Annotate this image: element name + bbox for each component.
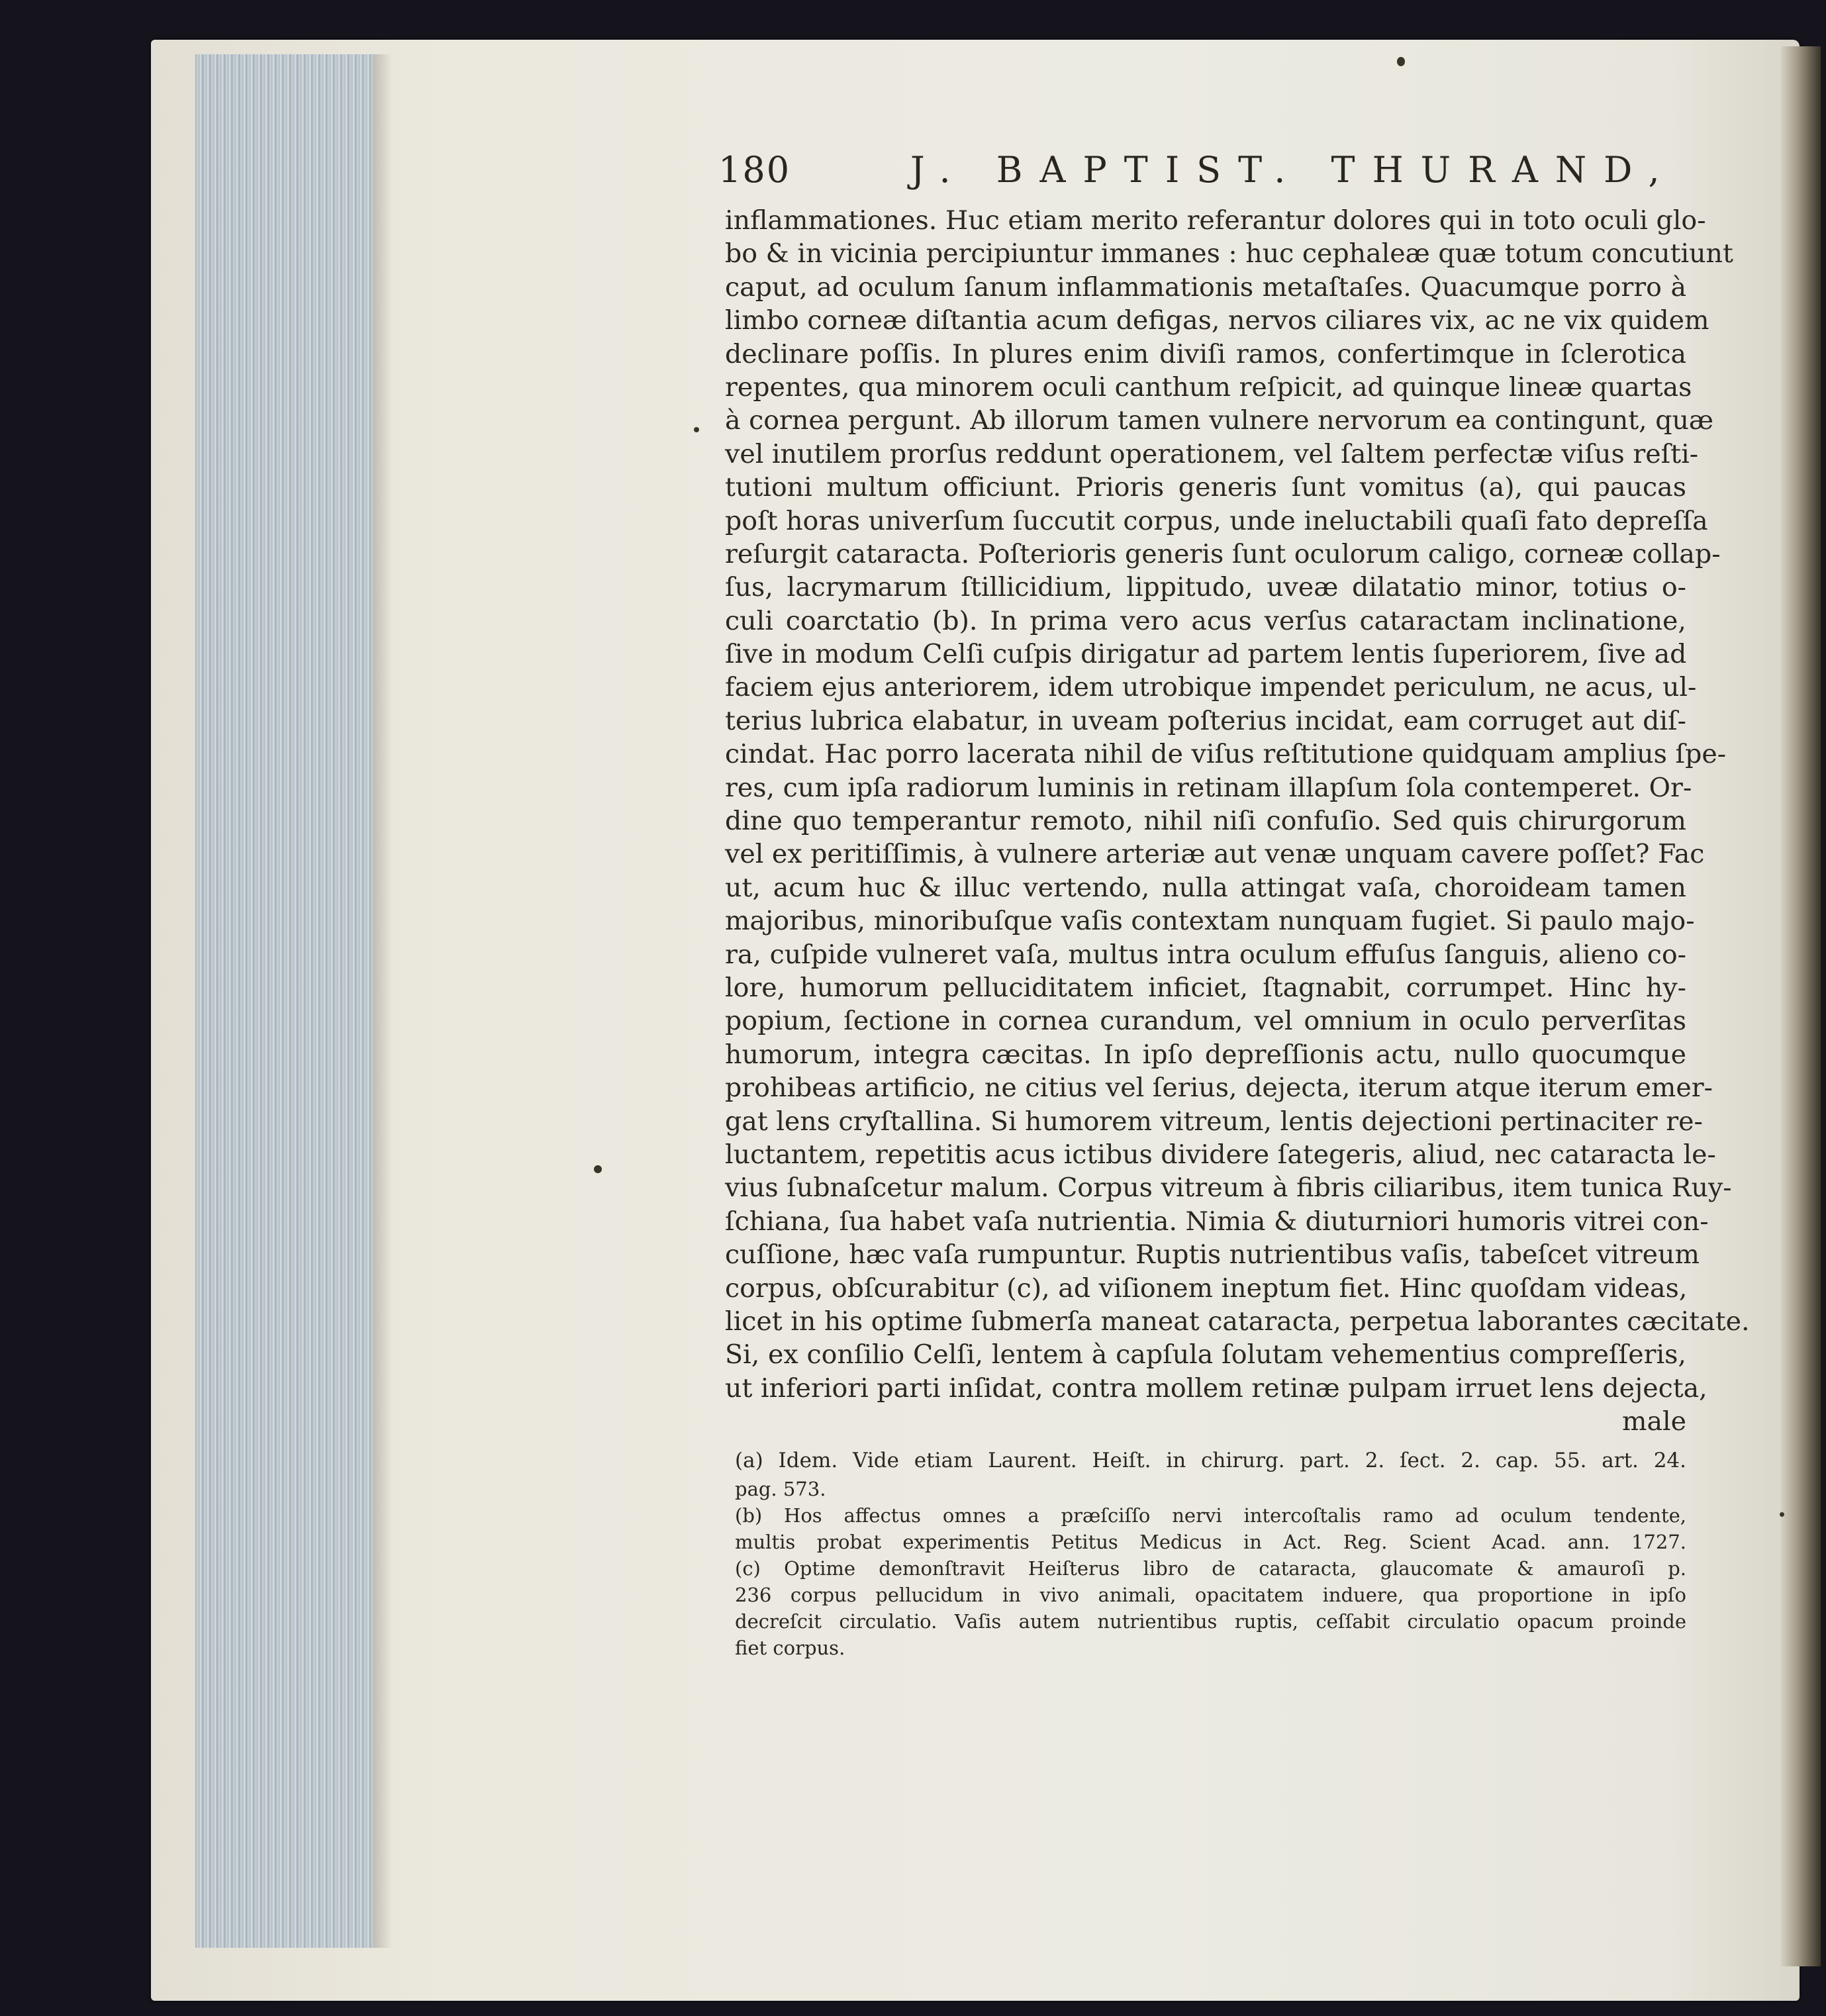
text-line: ſchiana, ſua habet vaſa nutrientia. Nimia & diuturniori humoris vitrei con- xyxy=(725,1206,1709,1237)
text-line: terius lubrica elabatur, in uveam poſterius incidat, eam corruget aut diſ- xyxy=(725,705,1686,736)
ink-speck xyxy=(1397,57,1405,66)
footnote-b: (b) Hos affectus omnes a præſciſſo nervi intercoſtalis ramo ad oculum tendente, xyxy=(735,1504,1686,1527)
text-line: ut, acum huc & illuc vertendo, nulla attingat vaſa, choroideam tamen xyxy=(725,872,1686,903)
text-line: declinare poſſis. In plures enim diviſi ramos, confertimque in ſclerotica xyxy=(725,338,1686,369)
footnote-c-cont: 236 corpus pellucidum in vivo animali, opacitatem induere, qua proportione in ipſo xyxy=(735,1584,1686,1606)
footnote-c-end: fiet corpus. xyxy=(735,1637,845,1659)
text-line: popium, ſectione in cornea curandum, vel omnium in oculo perverſitas xyxy=(725,1006,1686,1037)
text-line: prohibeas artificio, ne citius vel ſerius, dejecta, iterum atque iterum emer- xyxy=(725,1073,1713,1104)
text-line: cindat. Hac porro lacerata nihil de viſus reſtitutione quidquam amplius ſpe- xyxy=(725,739,1727,770)
book-spine-edge xyxy=(1781,46,1821,1966)
text-line: gat lens cryſtallina. Si humorem vitreum, lentis dejectioni pertinaciter re- xyxy=(725,1106,1703,1137)
page-edge-shadow xyxy=(373,54,393,1948)
text-line: ut inferiori parti inſidat, contra mollem retinæ pulpam irruet lens dejecta, xyxy=(725,1372,1707,1404)
footnote-b-cont: multis probat experimentis Petitus Medicus in Act. Reg. Scient Acad. ann. 1727. xyxy=(735,1531,1686,1553)
text-line: inflammationes. Huc etiam merito referantur dolores qui in toto oculi glo- xyxy=(725,205,1706,236)
text-line: bo & in vicinia percipiuntur immanes : huc cephaleæ quæ totum concutiunt xyxy=(725,238,1733,269)
text-line: vel inutilem prorſus reddunt operationem, vel ſaltem perfectæ viſus reſti- xyxy=(725,438,1699,469)
ink-speck xyxy=(694,427,699,432)
text-line: Si, ex conſilio Celſi, lentem à capſula ſolutam vehementius compreſſeris, xyxy=(725,1339,1686,1370)
text-line: poſt horas univerſum ſuccutit corpus, unde ineluctabili quaſi fato depreſſa xyxy=(725,505,1708,536)
page-block-edge xyxy=(195,54,373,1948)
running-title: J. BAPTIST. THURAND, xyxy=(910,149,1677,191)
catchword: male xyxy=(1621,1406,1686,1437)
text-line: res, cum ipſa radiorum luminis in retinam illapſum ſola contemperet. Or- xyxy=(725,772,1692,803)
running-header xyxy=(718,149,1685,195)
footnotes xyxy=(735,1445,1686,1661)
text-line: corpus, obſcurabitur (c), ad viſionem ineptum fiet. Hinc quoſdam videas, xyxy=(725,1272,1688,1304)
text-line: limbo corneæ diſtantia acum defigas, nervos ciliares vix, ac ne vix quidem xyxy=(725,305,1709,336)
footnote-a: (a) Idem. Vide etiam Laurent. Heiſt. in chirurg. part. 2. ſect. 2. cap. 55. art. 24. xyxy=(735,1449,1686,1472)
text-line: culi coarctatio (b). In prima vero acus verſus cataractam inclinatione, xyxy=(725,605,1686,636)
text-line: faciem ejus anteriorem, idem utrobique impendet periculum, ne acus, ul- xyxy=(725,672,1697,703)
text-line: humorum, integra cæcitas. In ipſo depreſſionis actu, nullo quocumque xyxy=(725,1039,1686,1070)
text-line: tutioni multum officiunt. Prioris generis ſunt vomitus (a), qui paucas xyxy=(725,472,1686,503)
text-line: repentes, qua minorem oculi canthum reſpicit, ad quinque lineæ quartas xyxy=(725,371,1692,403)
text-line: à cornea pergunt. Ab illorum tamen vulnere nervorum ea contingunt, quæ xyxy=(725,405,1714,436)
ink-speck xyxy=(1780,1512,1784,1517)
text-line: vius ſubnaſcetur malum. Corpus vitreum à fibris ciliaribus, item tunica Ruy- xyxy=(725,1173,1732,1204)
text-line: caput, ad oculum ſanum inflammationis metaſtaſes. Quacumque porro à xyxy=(725,271,1686,303)
text-line: ſive in modum Celſi cuſpis dirigatur ad partem lentis ſuperiorem, ſive ad xyxy=(725,639,1687,670)
text-line: lore, humorum pelluciditatem inficiet, ſtagnabit, corrumpet. Hinc hy- xyxy=(725,972,1686,1003)
text-line: luctantem, repetitis acus ictibus dividere ſategeris, aliud, nec cataracta le- xyxy=(725,1139,1716,1170)
text-line: reſurgit cataracta. Poſterioris generis ſunt oculorum caligo, corneæ collap- xyxy=(725,538,1721,569)
ink-speck xyxy=(594,1165,602,1173)
text-line: ra, cuſpide vulneret vaſa, multus intra oculum effuſus ſanguis, alieno co- xyxy=(725,939,1686,970)
text-line: majoribus, minoribuſque vaſis contextam nunquam fugiet. Si paulo majo- xyxy=(725,906,1695,937)
text-line: vel ex peritiſſimis, à vulnere arteriæ aut venæ unquam cavere poſſet? Fac xyxy=(725,839,1705,870)
text-line: licet in his optime ſubmerſa maneat cataracta, perpetua laborantes cæcitate. xyxy=(725,1306,1750,1337)
footnote-c-cont: decreſcit circulatio. Vaſis autem nutrientibus ruptis, ceſſabit circulatio opacum proinde xyxy=(735,1610,1686,1633)
text-line: cuſſione, hæc vaſa rumpuntur. Ruptis nutrientibus vaſis, tabeſcet vitreum xyxy=(725,1239,1700,1271)
footnote-a-cont: pag. 573. xyxy=(735,1478,826,1500)
main-text xyxy=(725,204,1750,1438)
text-line: ſus, lacrymarum ſtillicidium, lippitudo, uveæ dilatatio minor, totius o- xyxy=(725,572,1686,603)
page-number: 180 xyxy=(718,149,791,191)
text-line: dine quo temperantur remoto, nihil niſi confuſio. Sed quis chirurgorum xyxy=(725,806,1686,837)
footnote-c: (c) Optime demonſtravit Heiſterus libro de cataracta, glaucomate & amauroſi p. xyxy=(735,1557,1686,1580)
